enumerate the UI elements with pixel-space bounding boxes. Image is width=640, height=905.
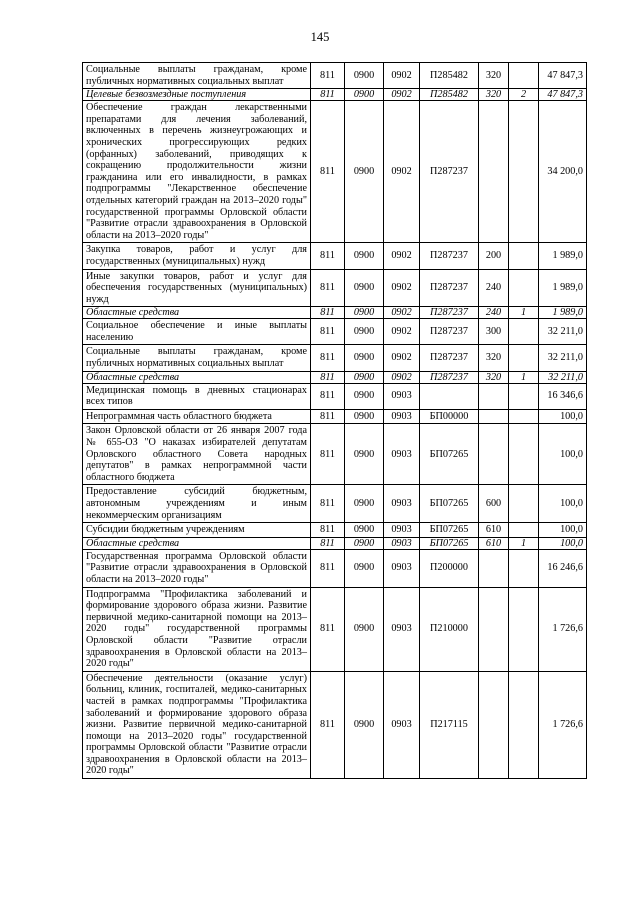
amount-cell: 1 726,6 (539, 587, 587, 671)
target-article-cell: БП07265 (420, 537, 479, 549)
amount-cell: 34 200,0 (539, 101, 587, 243)
target-article-cell: П210000 (420, 587, 479, 671)
row-name-cell: Подпрограмма "Профилактика заболеваний и формирование здорового образа жизни. Развитие первичной медико-санитарной помощи на 2013–2020 годы" государственной программы Орловской области "Развитие отрасли здравоохранения в Орловской области на 2013–2020 годы" (83, 587, 311, 671)
expense-type-cell: 300 (479, 319, 509, 345)
section-code-cell: 0900 (345, 345, 384, 371)
subsection-code-cell: 0902 (384, 101, 420, 243)
section-code-cell: 0900 (345, 424, 384, 485)
ministry-code-cell: 811 (311, 537, 345, 549)
table-row (83, 537, 587, 549)
target-article-cell: П287237 (420, 269, 479, 307)
subsection-code-cell: 0902 (384, 63, 420, 89)
row-name-cell: Обеспечение граждан лекарственными препаратами для лечения заболеваний, включенных в перечень жизнеугрожающих и хронических прогрессирующих редких (орфанных) заболеваний, приводящих к сокращению продолжительности жизни гражданина или его инвалидности, в рамках подпрограммы "Лекарственное обеспечение отдельных категорий граждан на 2013–2020 годы" государственной программы Орловской области "Развитие отрасли здравоохранения в Орловской области на 2013–2020 годы" (83, 101, 311, 243)
amount-cell: 16 346,6 (539, 383, 587, 409)
row-name-cell: Целевые безвозмездные поступления (83, 89, 311, 101)
table-row (83, 485, 587, 523)
funding-source-cell (509, 671, 539, 778)
funding-source-cell (509, 345, 539, 371)
section-code-cell: 0900 (345, 587, 384, 671)
table-row (83, 269, 587, 307)
subsection-code-cell: 0902 (384, 319, 420, 345)
table-row (83, 345, 587, 371)
section-code-cell: 0900 (345, 383, 384, 409)
subsection-code-cell: 0903 (384, 424, 420, 485)
funding-source-cell: 1 (509, 537, 539, 549)
funding-source-cell (509, 549, 539, 587)
amount-cell: 47 847,3 (539, 89, 587, 101)
funding-source-cell (509, 243, 539, 269)
funding-source-cell: 1 (509, 371, 539, 383)
table-row (83, 523, 587, 538)
table-row (83, 671, 587, 778)
expense-type-cell: 320 (479, 371, 509, 383)
section-code-cell: 0900 (345, 485, 384, 523)
section-code-cell: 0900 (345, 89, 384, 101)
target-article-cell: БП07265 (420, 485, 479, 523)
amount-cell: 100,0 (539, 409, 587, 424)
funding-source-cell (509, 383, 539, 409)
subsection-code-cell: 0903 (384, 587, 420, 671)
section-code-cell: 0900 (345, 409, 384, 424)
expense-type-cell (479, 383, 509, 409)
amount-cell: 1 989,0 (539, 243, 587, 269)
table-row (83, 371, 587, 383)
table-row (83, 424, 587, 485)
target-article-cell: П287237 (420, 243, 479, 269)
ministry-code-cell: 811 (311, 101, 345, 243)
table-row (83, 549, 587, 587)
section-code-cell: 0900 (345, 307, 384, 319)
ministry-code-cell: 811 (311, 269, 345, 307)
expense-type-cell (479, 424, 509, 485)
row-name-cell: Медицинская помощь в дневных стационарах всех типов (83, 383, 311, 409)
subsection-code-cell: 0903 (384, 383, 420, 409)
table-body (83, 63, 587, 779)
table-row (83, 307, 587, 319)
expense-type-cell: 610 (479, 537, 509, 549)
amount-cell: 100,0 (539, 537, 587, 549)
row-name-cell: Предоставление субсидий бюджетным, автономным учреждениям и иным некоммерческим организациям (83, 485, 311, 523)
row-name-cell: Закон Орловской области от 26 января 2007 года № 655-ОЗ "О наказах избирателей депутатам Орловского областного Совета народных депутатов" в рамках непрограммной части областного бюджета (83, 424, 311, 485)
row-name-cell: Областные средства (83, 537, 311, 549)
table-row (83, 63, 587, 89)
funding-source-cell (509, 424, 539, 485)
row-name-cell: Субсидии бюджетным учреждениям (83, 523, 311, 538)
table-row (83, 587, 587, 671)
amount-cell: 47 847,3 (539, 63, 587, 89)
target-article-cell: БП00000 (420, 409, 479, 424)
target-article-cell: П287237 (420, 319, 479, 345)
ministry-code-cell: 811 (311, 549, 345, 587)
row-name-cell: Социальные выплаты гражданам, кроме публичных нормативных социальных выплат (83, 63, 311, 89)
funding-source-cell (509, 587, 539, 671)
row-name-cell: Непрограммная часть областного бюджета (83, 409, 311, 424)
funding-source-cell (509, 485, 539, 523)
ministry-code-cell: 811 (311, 671, 345, 778)
target-article-cell: П287237 (420, 101, 479, 243)
expense-type-cell: 240 (479, 307, 509, 319)
budget-table (82, 62, 587, 779)
section-code-cell: 0900 (345, 319, 384, 345)
expense-type-cell: 610 (479, 523, 509, 538)
subsection-code-cell: 0902 (384, 89, 420, 101)
subsection-code-cell: 0902 (384, 269, 420, 307)
ministry-code-cell: 811 (311, 243, 345, 269)
expense-type-cell (479, 101, 509, 243)
row-name-cell: Государственная программа Орловской области "Развитие отрасли здравоохранения в Орловской области на 2013–2020 годы" (83, 549, 311, 587)
table-row (83, 243, 587, 269)
section-code-cell: 0900 (345, 63, 384, 89)
ministry-code-cell: 811 (311, 371, 345, 383)
ministry-code-cell: 811 (311, 587, 345, 671)
section-code-cell: 0900 (345, 243, 384, 269)
target-article-cell: П200000 (420, 549, 479, 587)
row-name-cell: Иные закупки товаров, работ и услуг для обеспечения государственных (муниципальных) нужд (83, 269, 311, 307)
amount-cell: 16 246,6 (539, 549, 587, 587)
target-article-cell: П287237 (420, 307, 479, 319)
expense-type-cell (479, 549, 509, 587)
amount-cell: 32 211,0 (539, 345, 587, 371)
target-article-cell: П285482 (420, 89, 479, 101)
amount-cell: 1 989,0 (539, 307, 587, 319)
ministry-code-cell: 811 (311, 409, 345, 424)
table-row (83, 383, 587, 409)
target-article-cell: П287237 (420, 345, 479, 371)
ministry-code-cell: 811 (311, 485, 345, 523)
amount-cell: 32 211,0 (539, 371, 587, 383)
amount-cell: 100,0 (539, 424, 587, 485)
amount-cell: 1 726,6 (539, 671, 587, 778)
amount-cell: 100,0 (539, 485, 587, 523)
row-name-cell: Областные средства (83, 307, 311, 319)
ministry-code-cell: 811 (311, 89, 345, 101)
ministry-code-cell: 811 (311, 424, 345, 485)
target-article-cell: П217115 (420, 671, 479, 778)
table-row (83, 89, 587, 101)
ministry-code-cell: 811 (311, 523, 345, 538)
row-name-cell: Областные средства (83, 371, 311, 383)
expense-type-cell (479, 587, 509, 671)
table-row (83, 319, 587, 345)
amount-cell: 32 211,0 (539, 319, 587, 345)
target-article-cell: БП07265 (420, 424, 479, 485)
funding-source-cell: 1 (509, 307, 539, 319)
section-code-cell: 0900 (345, 371, 384, 383)
expense-type-cell: 600 (479, 485, 509, 523)
expense-type-cell: 320 (479, 345, 509, 371)
row-name-cell: Социальное обеспечение и иные выплаты населению (83, 319, 311, 345)
subsection-code-cell: 0903 (384, 409, 420, 424)
funding-source-cell (509, 63, 539, 89)
section-code-cell: 0900 (345, 671, 384, 778)
subsection-code-cell: 0902 (384, 371, 420, 383)
ministry-code-cell: 811 (311, 345, 345, 371)
section-code-cell: 0900 (345, 537, 384, 549)
funding-source-cell (509, 319, 539, 345)
target-article-cell: П287237 (420, 371, 479, 383)
section-code-cell: 0900 (345, 101, 384, 243)
subsection-code-cell: 0902 (384, 307, 420, 319)
expense-type-cell (479, 409, 509, 424)
row-name-cell: Обеспечение деятельности (оказание услуг) больниц, клиник, госпиталей, медико-санитарных частей в рамках подпрограммы "Профилактика заболеваний и формирование здорового образа жизни. Развитие первичной медико-санитарной помощи на 2013–2020 годы" государственной программы Орловской области "Развитие отрасли здравоохранения в Орловской области на 2013–2020 годы" (83, 671, 311, 778)
target-article-cell: П285482 (420, 63, 479, 89)
target-article-cell: БП07265 (420, 523, 479, 538)
subsection-code-cell: 0903 (384, 537, 420, 549)
subsection-code-cell: 0902 (384, 345, 420, 371)
ministry-code-cell: 811 (311, 307, 345, 319)
expense-type-cell: 240 (479, 269, 509, 307)
expense-type-cell: 200 (479, 243, 509, 269)
subsection-code-cell: 0903 (384, 671, 420, 778)
ministry-code-cell: 811 (311, 383, 345, 409)
amount-cell: 100,0 (539, 523, 587, 538)
funding-source-cell (509, 269, 539, 307)
subsection-code-cell: 0903 (384, 485, 420, 523)
subsection-code-cell: 0903 (384, 523, 420, 538)
ministry-code-cell: 811 (311, 319, 345, 345)
subsection-code-cell: 0902 (384, 243, 420, 269)
table-row (83, 409, 587, 424)
ministry-code-cell: 811 (311, 63, 345, 89)
section-code-cell: 0900 (345, 549, 384, 587)
funding-source-cell (509, 523, 539, 538)
section-code-cell: 0900 (345, 269, 384, 307)
amount-cell: 1 989,0 (539, 269, 587, 307)
table-row (83, 101, 587, 243)
expense-type-cell (479, 671, 509, 778)
funding-source-cell (509, 101, 539, 243)
section-code-cell: 0900 (345, 523, 384, 538)
funding-source-cell (509, 409, 539, 424)
target-article-cell (420, 383, 479, 409)
row-name-cell: Социальные выплаты гражданам, кроме публичных нормативных социальных выплат (83, 345, 311, 371)
subsection-code-cell: 0903 (384, 549, 420, 587)
expense-type-cell: 320 (479, 89, 509, 101)
page-number: 145 (310, 30, 330, 44)
row-name-cell: Закупка товаров, работ и услуг для государственных (муниципальных) нужд (83, 243, 311, 269)
expense-type-cell: 320 (479, 63, 509, 89)
funding-source-cell: 2 (509, 89, 539, 101)
